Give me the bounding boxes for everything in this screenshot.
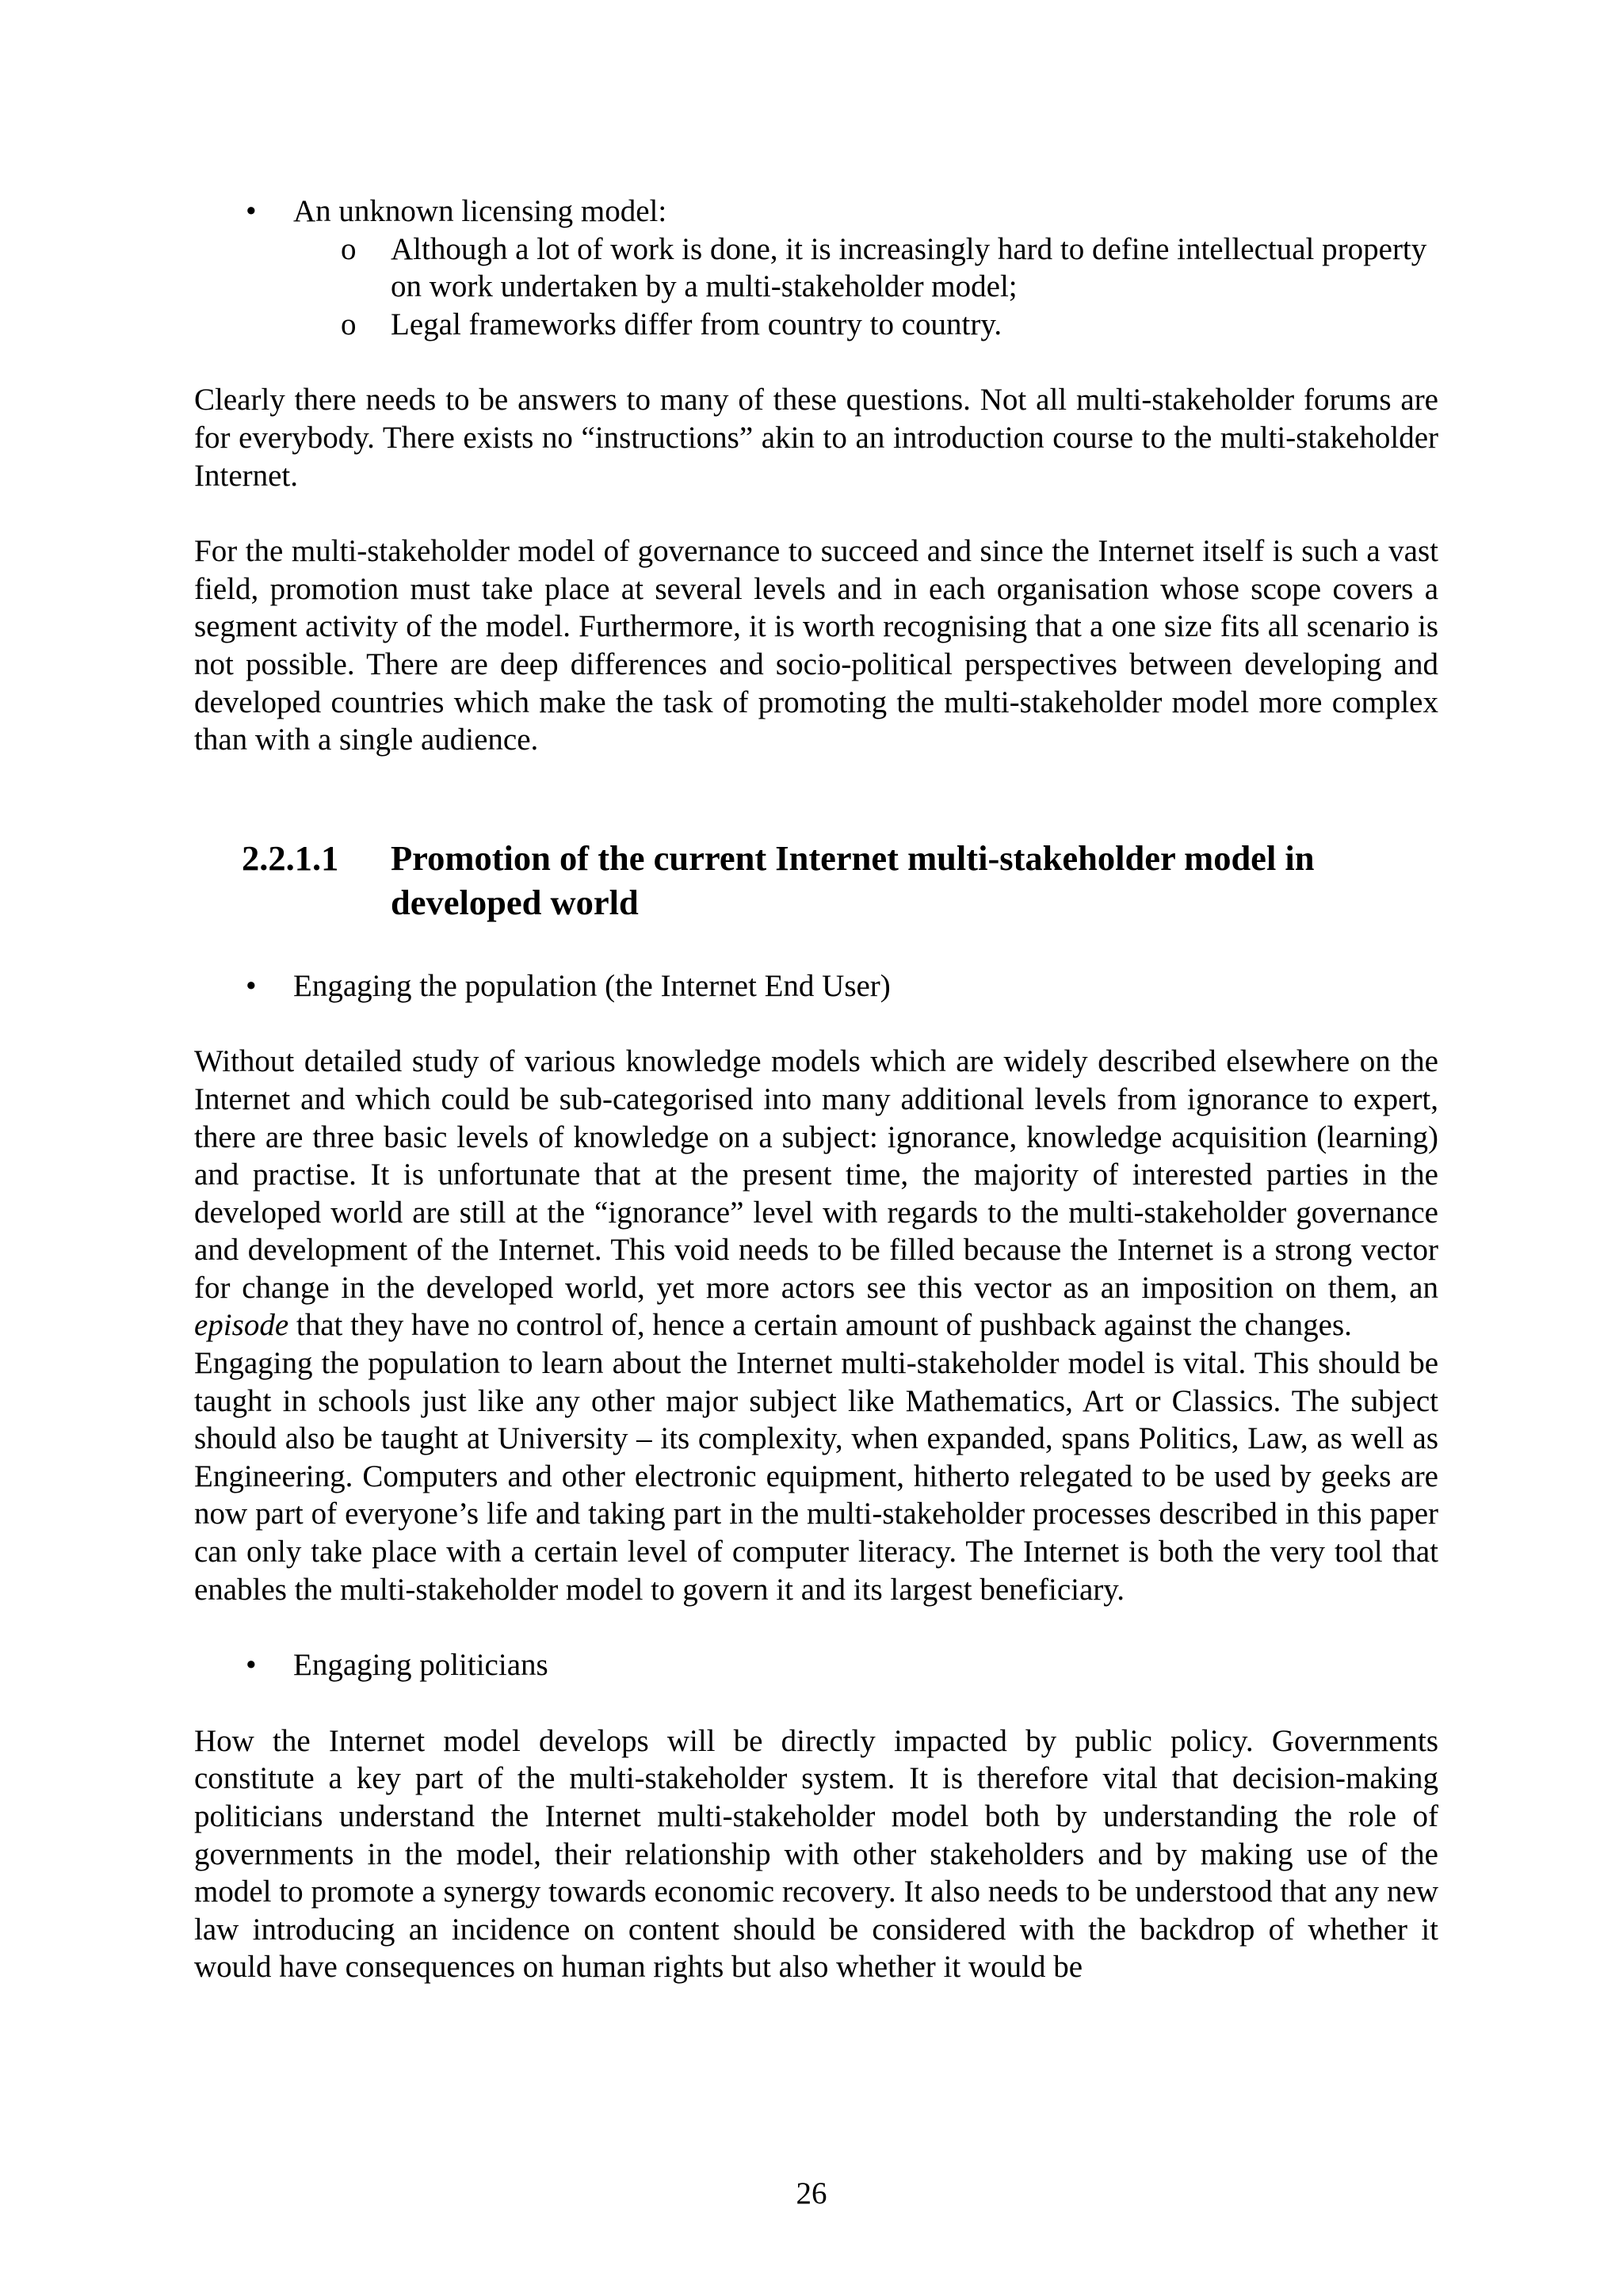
sub-bullet-icon: o (341, 231, 357, 266)
bullet-politicians (194, 1646, 1438, 1684)
section-number: 2.2.1.1 (242, 837, 339, 878)
bullet-population-text: Engaging the population (the Internet End User) (293, 968, 891, 1003)
paragraph-text: that they have no control of, hence a certain amount of pushback against the changes. (288, 1308, 1352, 1343)
list-item (194, 306, 1438, 344)
section-heading (194, 836, 1438, 925)
licensing-sub-list (194, 231, 1438, 344)
paragraph-promotion-levels: For the multi-stakeholder model of governance to succeed and since the Internet itself is such a vast field, promotion must take place at several levels and in each organisation whose scope covers a segment activity of the model. Furthermore, it is worth recognising that a one size fits all scenario is not possible. There are deep differences and socio-political perspectives between developing and developed countries which make the task of promoting the multi-stakeholder model more complex than with a single audience. (194, 534, 1438, 757)
bullet-icon: • (246, 194, 257, 228)
paragraph-public-policy: How the Internet model develops will be directly impacted by public policy. Governments constitute a key part of the multi-stakeholder system. It is therefore vital that decision-making politicians understand the Internet multi-stakeholder model both by understanding the role of governments in the model, their relationship with other stakeholders and by making use of the model to promote a synergy towards economic recovery. It also needs to be understood that any new law introducing an incidence on content should be considered with the backdrop of whether it would have consequences on human rights but also whether it would be (194, 1723, 1438, 1985)
bullet-icon: • (246, 1648, 257, 1683)
paragraph-knowledge-levels (194, 1043, 1438, 1344)
bullet-population (194, 967, 1438, 1005)
bullet-icon: • (246, 968, 257, 1003)
list-item (194, 231, 1438, 306)
bullet-politicians-text: Engaging politicians (293, 1648, 548, 1683)
document-body (194, 193, 1438, 1986)
emphasis-text: episode (194, 1308, 289, 1343)
section-title: Promotion of the current Internet multi-stakeholder model in developed world (391, 837, 1315, 922)
list-item-text: Although a lot of work is done, it is increasingly hard to define intellectual property on work undertaken by a multi-stakeholder model; (391, 231, 1427, 304)
paragraph-questions: Clearly there needs to be answers to many of these questions. Not all multi-stakeholder forums are for everybody. There exists no “instructions” akin to an introduction course to the multi-stakeholder Internet. (194, 383, 1438, 493)
list-item-text: Legal frameworks differ from country to country. (391, 307, 1002, 341)
paragraph-engaging-population: Engaging the population to learn about the Internet multi-stakeholder model is vital. This should be taught in schools just like any other major subject like Mathematics, Art or Classics. The subject should also be taught at University – its complexity, when expanded, spans Politics, Law, as well as Engineering. Computers and other electronic equipment, hitherto relegated to be used by geeks are now part of everyone’s life and taking part in the multi-stakeholder processes described in this paper can only take place with a certain level of computer literacy. The Internet is both the very tool that enables the multi-stakeholder model to govern it and its largest beneficiary. (194, 1346, 1438, 1607)
sub-bullet-icon: o (341, 307, 357, 341)
bullet-licensing (194, 193, 1438, 231)
paragraph-text: Without detailed study of various knowledge models which are widely described elsewhere on the Internet and which could be sub-categorised into many additional levels from ignorance to expert, there are three basic levels of knowledge on a subject: ignorance, knowledge acquisition (learning) and practise. It is unfortunate that at the present time, the majority of interested parties in the developed world are still at the “ignorance” level with regards to the multi-stakeholder governance and development of the Internet. This void needs to be filled because the Internet is a strong vector for change in the developed world, yet more actors see this vector as an imposition on them, an (194, 1044, 1438, 1305)
bullet-licensing-text: An unknown licensing model: (293, 194, 667, 228)
page-number: 26 (796, 2176, 827, 2210)
